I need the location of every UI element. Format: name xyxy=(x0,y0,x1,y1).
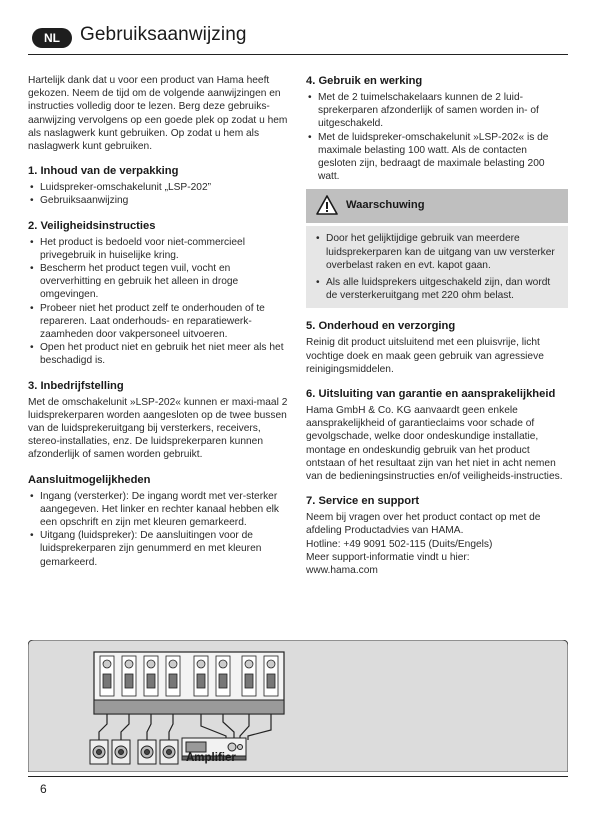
amplifier-label: Amplifier xyxy=(186,752,236,764)
right-column xyxy=(306,72,568,577)
section-1-title: 1. Inhoud van de verpakking xyxy=(28,165,179,178)
page-header xyxy=(28,22,568,56)
document-title: Gebruiksaanwijzing xyxy=(80,24,247,45)
list-item: • Uitgang (luidspreker): De aansluitingen voor de luidsprekerparen zijn genummerd en met kleuren gemarkeerd. xyxy=(28,529,292,569)
section-4-title: 4. Gebruik en werking xyxy=(306,75,423,87)
list-item: • Ingang (versterker): De ingang wordt met ver-sterker aangegeven. Het linker en rechter kanaal hebben elk een opschrift en zijn met kleuren gemarkeerd. xyxy=(28,490,292,530)
connections-list xyxy=(28,490,292,569)
website-link[interactable]: www.hama.com xyxy=(306,565,378,577)
section-4-list xyxy=(306,91,568,183)
list-item: • Met de 2 tuimelschakelaars kunnen de 2 luid-sprekerparen afzonderlijk of samen worden in- of uitgeschakeld. xyxy=(306,91,568,131)
section-5-text: Reinig dit product uitsluitend met een pluisvrije, licht vochtige doek en maak geen gebruik van agressieve reinigingsmiddelen. xyxy=(306,337,544,375)
list-item: • Door het gelijktijdige gebruik van meerdere luidsprekerparen kan de uitgang van uw versterker overbelast raken en evt. kapot gaan. xyxy=(314,232,558,272)
hotline-text: Hotline: +49 9091 502-115 (Duits/Engels) xyxy=(306,538,493,550)
header-rule xyxy=(28,54,568,55)
section-1-list xyxy=(28,181,292,207)
section-7-title: 7. Service en support xyxy=(306,495,420,508)
section-2-title: 2. Veiligheidsinstructies xyxy=(28,219,156,232)
left-column xyxy=(28,72,292,569)
list-item: • Gebruiksaanwijzing xyxy=(28,194,292,207)
list-item: • Het product is bedoeld voor niet-commercieel privegebruik in huiselijke kring. xyxy=(28,236,292,262)
list-item: • Als alle luidsprekers uitgeschakeld zijn, dan wordt de versterkeruitgang met 220 ohm belast. xyxy=(314,276,558,302)
warning-title: Waarschuwing xyxy=(346,199,425,212)
list-item: • Open het product niet en gebruik het niet meer als het beschadigd is. xyxy=(28,341,292,367)
support-info-text: Meer support-informatie vindt u hier: xyxy=(306,551,470,563)
list-item: • Met de luidspreker-omschakelunit »LSP-202« is de maximale belasting 100 watt. Als de contacten gesloten zijn, bedraagt de maximale belasting 200 watt. xyxy=(306,131,568,184)
language-badge: NL xyxy=(32,28,72,48)
diagram-illustration xyxy=(28,640,568,772)
section-2-list xyxy=(28,236,292,368)
list-item: • Probeer niet het product zelf te onderhouden of te repareren. Laat onderhouds- en reparatiewerk-zaamheden door vakpersoneel uitvoeren. xyxy=(28,302,292,342)
footer-rule xyxy=(28,776,568,777)
section-6-text: Hama GmbH & Co. KG aanvaardt geen enkele aansprakelijkheid of garantieclaims voor schade of gevolgschade, welke door ondeskundige installatie, montage en ondeskundig gebruik van het product ontstaan of het resultaat zijn van het niet in acht nemen van de bedieningsinstructies en/of veiligheids-instructies. xyxy=(306,405,563,483)
connections-title: Aansluitmogelijkheden xyxy=(28,473,151,486)
warning-box xyxy=(306,226,568,308)
warning-list xyxy=(314,232,558,302)
page-number: 6 xyxy=(40,782,47,796)
intro-text: Hartelijk dank dat u voor een product van Hama heeft gekozen. Neem de tijd om de volgende aanwijzingen en instructies volledig door te lezen. Berg deze gebruiks-aanwijzing vervolgens op een goede plek op zodat u hem als naslagwerk kunt gebruiken. Op zodat u hem als naslagwerk kunt gebruiken. xyxy=(28,75,288,153)
warning-triangle-icon xyxy=(316,195,338,219)
section-6-title: 6. Uitsluiting van garantie en aansprakelijkheid xyxy=(306,388,556,401)
warning-header xyxy=(306,189,568,223)
section-5-title: 5. Onderhoud en verzorging xyxy=(306,320,456,333)
section-3-text: Met de omschakelunit »LSP-202« kunnen er maxi-maal 2 luidsprekerparen worden aangesloten op de twee bussen van de luidsprekeruitgang bij versterkers, receivers, stereo-installaties, enz. De luidsprekerparen kunnen afzonderlijk of samen worden gebruikt. xyxy=(28,396,288,461)
support-text: Neem bij vragen over het product contact op met de afdeling Productadvies van HAMA. xyxy=(306,512,541,537)
list-item: • Luidspreker-omschakelunit „LSP-202” xyxy=(28,181,292,194)
connection-diagram xyxy=(28,640,568,772)
list-item: • Bescherm het product tegen vuil, vocht en oververhitting en gebruik het alleen in droge omgevingen. xyxy=(28,262,292,302)
section-3-title: 3. Inbedrijfstelling xyxy=(28,379,124,392)
